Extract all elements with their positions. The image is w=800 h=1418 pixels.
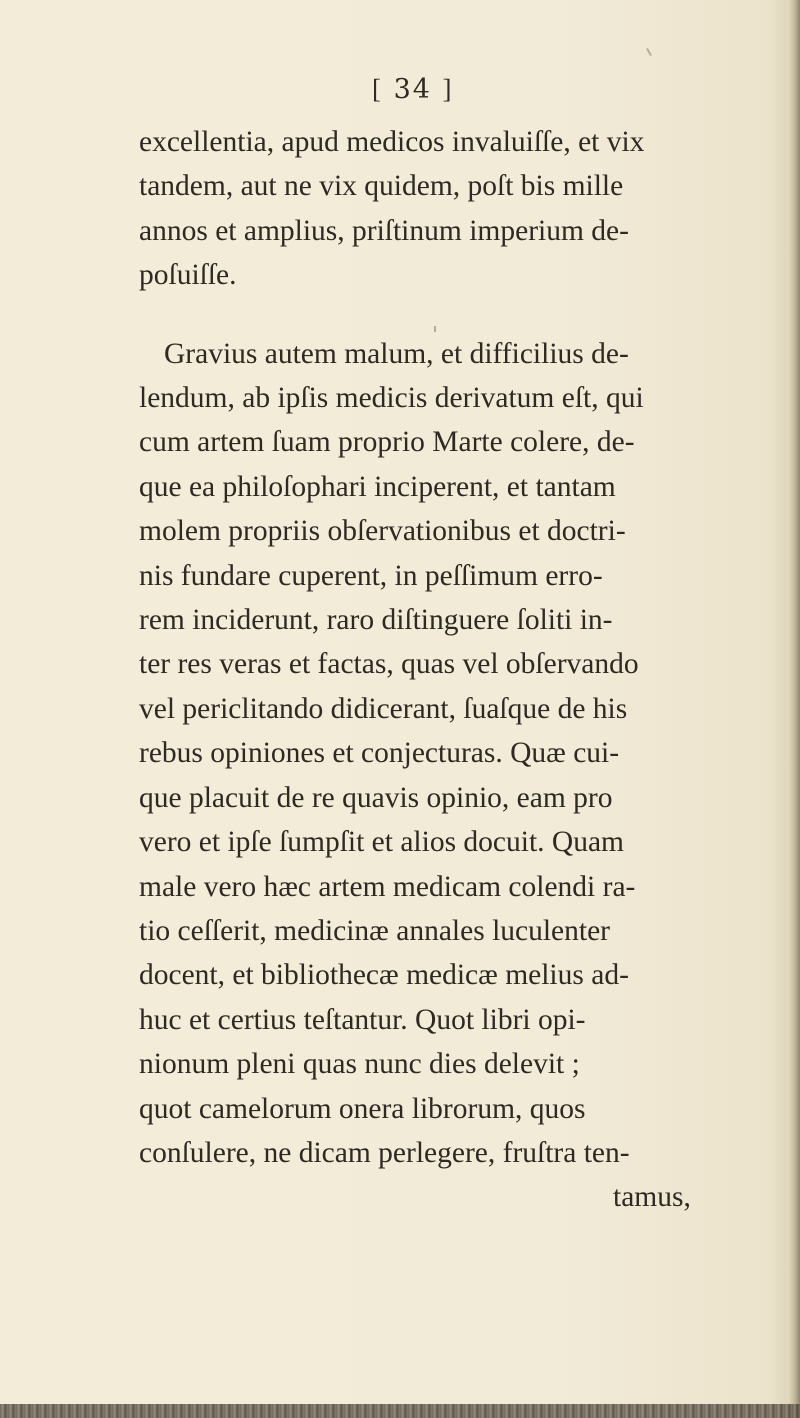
text-line: annos et amplius, priſtinum imperium de- (139, 214, 629, 247)
paper-speck (434, 326, 436, 332)
text-line: male vero hæc artem medicam colendi ra- (139, 870, 636, 903)
text-line: cum artem ſuam proprio Marte colere, de- (139, 426, 635, 459)
page-body (139, 120, 779, 1220)
paper-speck (646, 48, 652, 56)
text-line: poſuiſſe. (139, 259, 237, 292)
text-line: molem propriis obſervationibus et doctri- (139, 515, 626, 548)
text-line: conſulere, ne dicam perlegere, fruſtra ten- (139, 1136, 630, 1169)
text-line: vero et ipſe ſumpſit et alios docuit. Quam (139, 826, 625, 859)
text-line: que placuit de re quavis opinio, eam pro (139, 781, 613, 814)
page-number-header (372, 74, 454, 105)
text-line: Gravius autem malum, et difficilius de- (164, 337, 629, 370)
text-line: vel periclitando didicerant, ſuaſque de his (139, 692, 628, 725)
text-line: tio ceſſerit, medicinæ annales luculenter (139, 914, 611, 947)
paragraph-gap (139, 298, 779, 332)
paragraph-2-cont (139, 376, 779, 1175)
text-line: docent, et bibliothecæ medicæ melius ad- (139, 959, 629, 992)
paragraph-1 (139, 120, 779, 298)
paragraph-2 (139, 332, 779, 376)
text-line: excellentia, apud medicos invaluiſſe, et vix (139, 126, 645, 158)
text-line: lendum, ab ipſis medicis derivatum eſt, qui (139, 382, 644, 415)
text-line: ter res veras et factas, quas vel obſervando (139, 648, 639, 681)
text-line: nis fundare cuperent, in peſſimum erro- (139, 559, 603, 592)
header-bracket-open: [ (372, 74, 383, 104)
text-line: quot camelorum onera librorum, quos (139, 1092, 586, 1125)
text-line: tandem, aut ne vix quidem, poſt bis mille (139, 170, 624, 203)
text-line: que ea philoſophari inciperent, et tantam (139, 470, 616, 503)
text-line: rem inciderunt, raro diſtinguere ſoliti in- (139, 604, 613, 637)
scan-bottom-border (0, 1404, 800, 1418)
text-line: rebus opiniones et conjecturas. Quæ cui- (139, 737, 620, 770)
page-number: 34 (393, 74, 432, 105)
catchword: tamus, (613, 1181, 691, 1214)
text-line: nionum pleni quas nunc dies delevit ; (139, 1048, 580, 1081)
page-edge-shadow (788, 0, 800, 1418)
text-line: huc et certius teſtantur. Quot libri opi- (139, 1003, 586, 1036)
header-bracket-close: ] (442, 74, 454, 104)
